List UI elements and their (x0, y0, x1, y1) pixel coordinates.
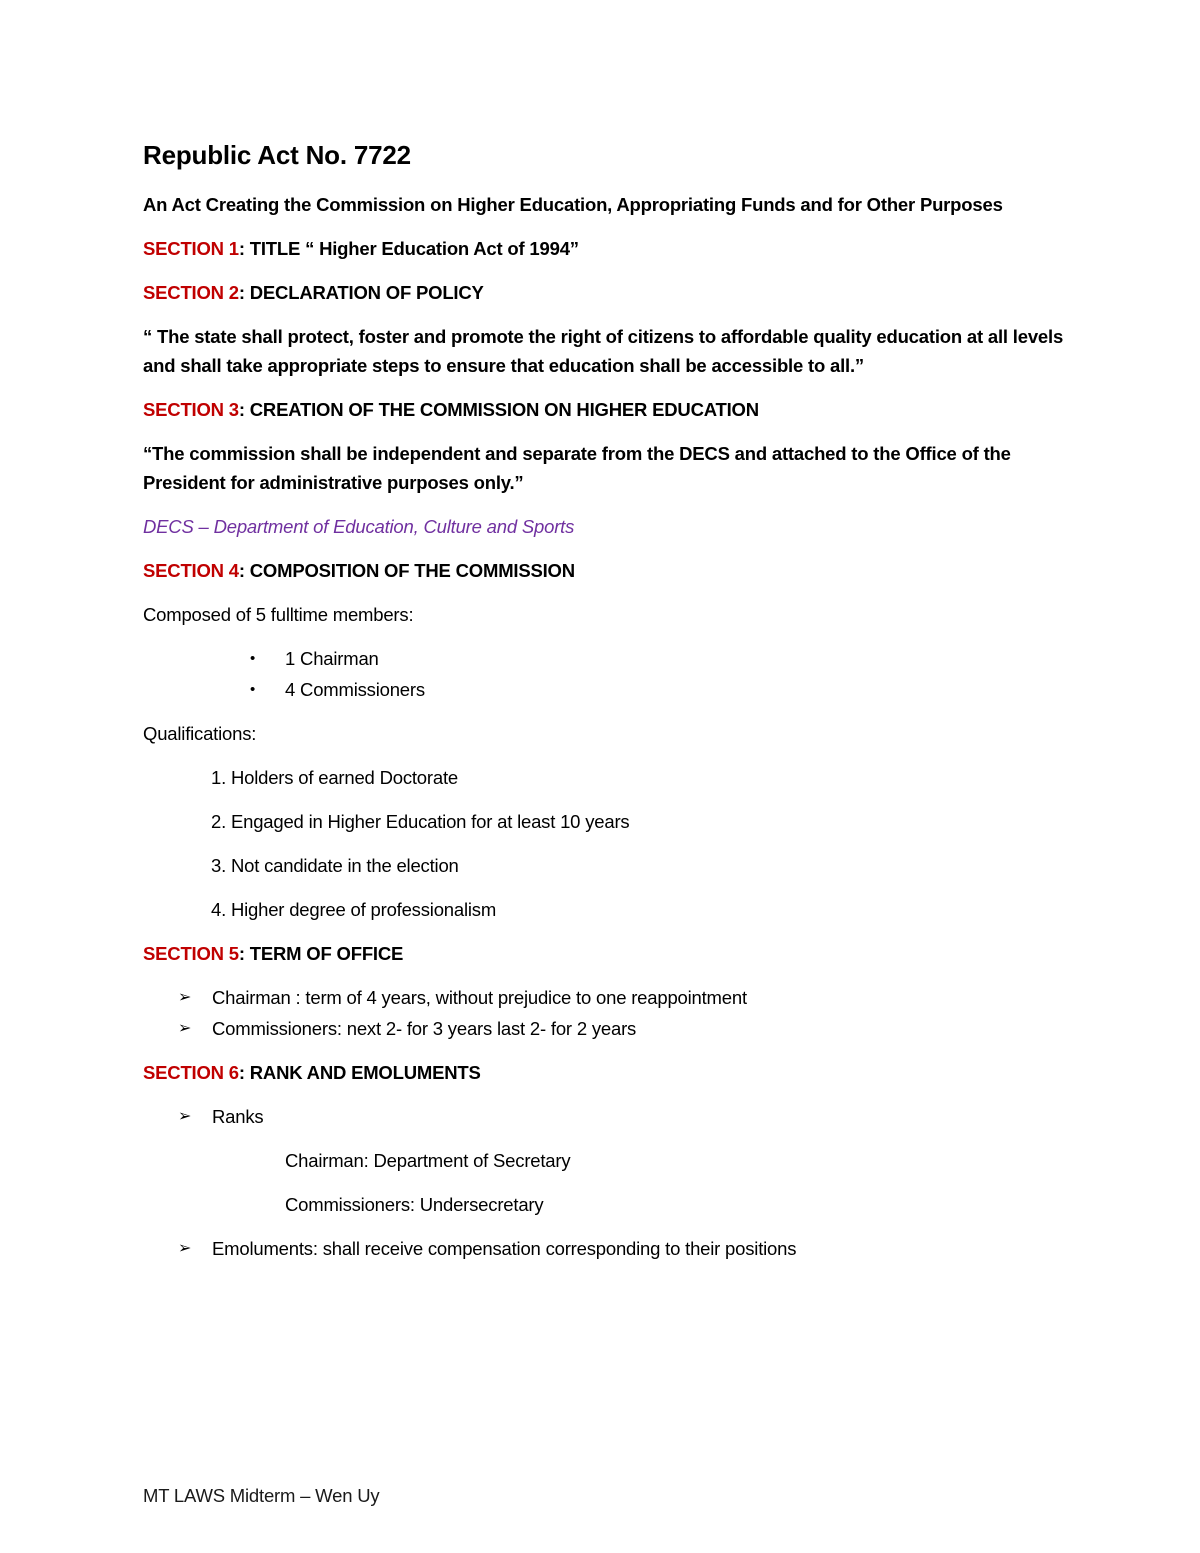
member-item-label: 4 Commissioners (285, 679, 425, 700)
section-6-heading (143, 1058, 1068, 1087)
list-item (143, 1102, 1068, 1131)
arrow-bullet-icon: ➢ (178, 1020, 192, 1037)
rank-item: Commissioners: Undersecretary (285, 1194, 544, 1215)
section-5-heading (143, 939, 1068, 968)
rank-emoluments-list (143, 1102, 1068, 1263)
emoluments-item-label: Emoluments: shall receive compensation corresponding to their positions (212, 1238, 797, 1259)
section-1-title: : TITLE “ Higher Education Act of 1994” (238, 238, 579, 259)
section-1-label: SECTION 1 (143, 238, 239, 259)
term-list (143, 983, 1068, 1043)
creation-quote: “The commission shall be independent and separate from the DECS and attached to the Office of the President for administrative purposes only.” (143, 443, 1011, 493)
dot-bullet-icon: • (250, 650, 256, 667)
section-4-title: : COMPOSITION OF THE COMMISSION (238, 560, 575, 581)
dot-bullet-icon: • (250, 681, 256, 698)
section-3-title: : CREATION OF THE COMMISSION ON HIGHER EDUCATION (238, 399, 759, 420)
policy-quote: “ The state shall protect, foster and promote the right of citizens to affordable quality education at all levels and shall take appropriate steps to ensure that education shall be accessible to all.” (143, 326, 1064, 376)
section-4-heading (143, 556, 1068, 585)
list-item: 4. Higher degree of professionalism (211, 899, 497, 920)
section-5-label: SECTION 5 (143, 943, 239, 964)
arrow-bullet-icon: ➢ (178, 989, 192, 1006)
document-content (143, 138, 1068, 1278)
footer-text: MT LAWS Midterm – Wen Uy (143, 1485, 380, 1506)
section-6-title: : RANK AND EMOLUMENTS (238, 1062, 481, 1083)
list-item: 1. Holders of earned Doctorate (211, 767, 458, 788)
term-item-label: Commissioners: next 2- for 3 years last 2- for 2 years (212, 1018, 637, 1039)
section-3-heading (143, 395, 1068, 424)
list-item (143, 1014, 1068, 1043)
list-item (143, 983, 1068, 1012)
list-item (143, 1234, 1068, 1263)
list-item: 2. Engaged in Higher Education for at least 10 years (211, 811, 630, 832)
doc-subtitle: An Act Creating the Commission on Higher Education, Appropriating Funds and for Other Purposes (143, 194, 1003, 215)
section-5-title: : TERM OF OFFICE (238, 943, 404, 964)
section-4-label: SECTION 4 (143, 560, 239, 581)
arrow-bullet-icon: ➢ (178, 1240, 192, 1257)
list-item (143, 675, 1068, 704)
list-item (143, 644, 1068, 673)
arrow-bullet-icon: ➢ (178, 1108, 192, 1125)
section-1-heading (143, 234, 1068, 263)
ranks-label: Ranks (212, 1106, 264, 1127)
composition-intro: Composed of 5 fulltime members: (143, 604, 414, 625)
section-6-label: SECTION 6 (143, 1062, 239, 1083)
rank-item: Chairman: Department of Secretary (285, 1150, 571, 1171)
qualifications-label: Qualifications: (143, 723, 257, 744)
decs-note: DECS – Department of Education, Culture and Sports (143, 516, 575, 537)
section-2-heading (143, 278, 1068, 307)
term-item-label: Chairman : term of 4 years, without prejudice to one reappointment (212, 987, 747, 1008)
doc-title: Republic Act No. 7722 (143, 140, 411, 170)
section-3-label: SECTION 3 (143, 399, 239, 420)
section-2-label: SECTION 2 (143, 282, 239, 303)
qualifications-list (143, 763, 1068, 924)
members-list (143, 644, 1068, 704)
list-item: 3. Not candidate in the election (211, 855, 459, 876)
member-item-label: 1 Chairman (285, 648, 379, 669)
section-2-title: : DECLARATION OF POLICY (238, 282, 484, 303)
